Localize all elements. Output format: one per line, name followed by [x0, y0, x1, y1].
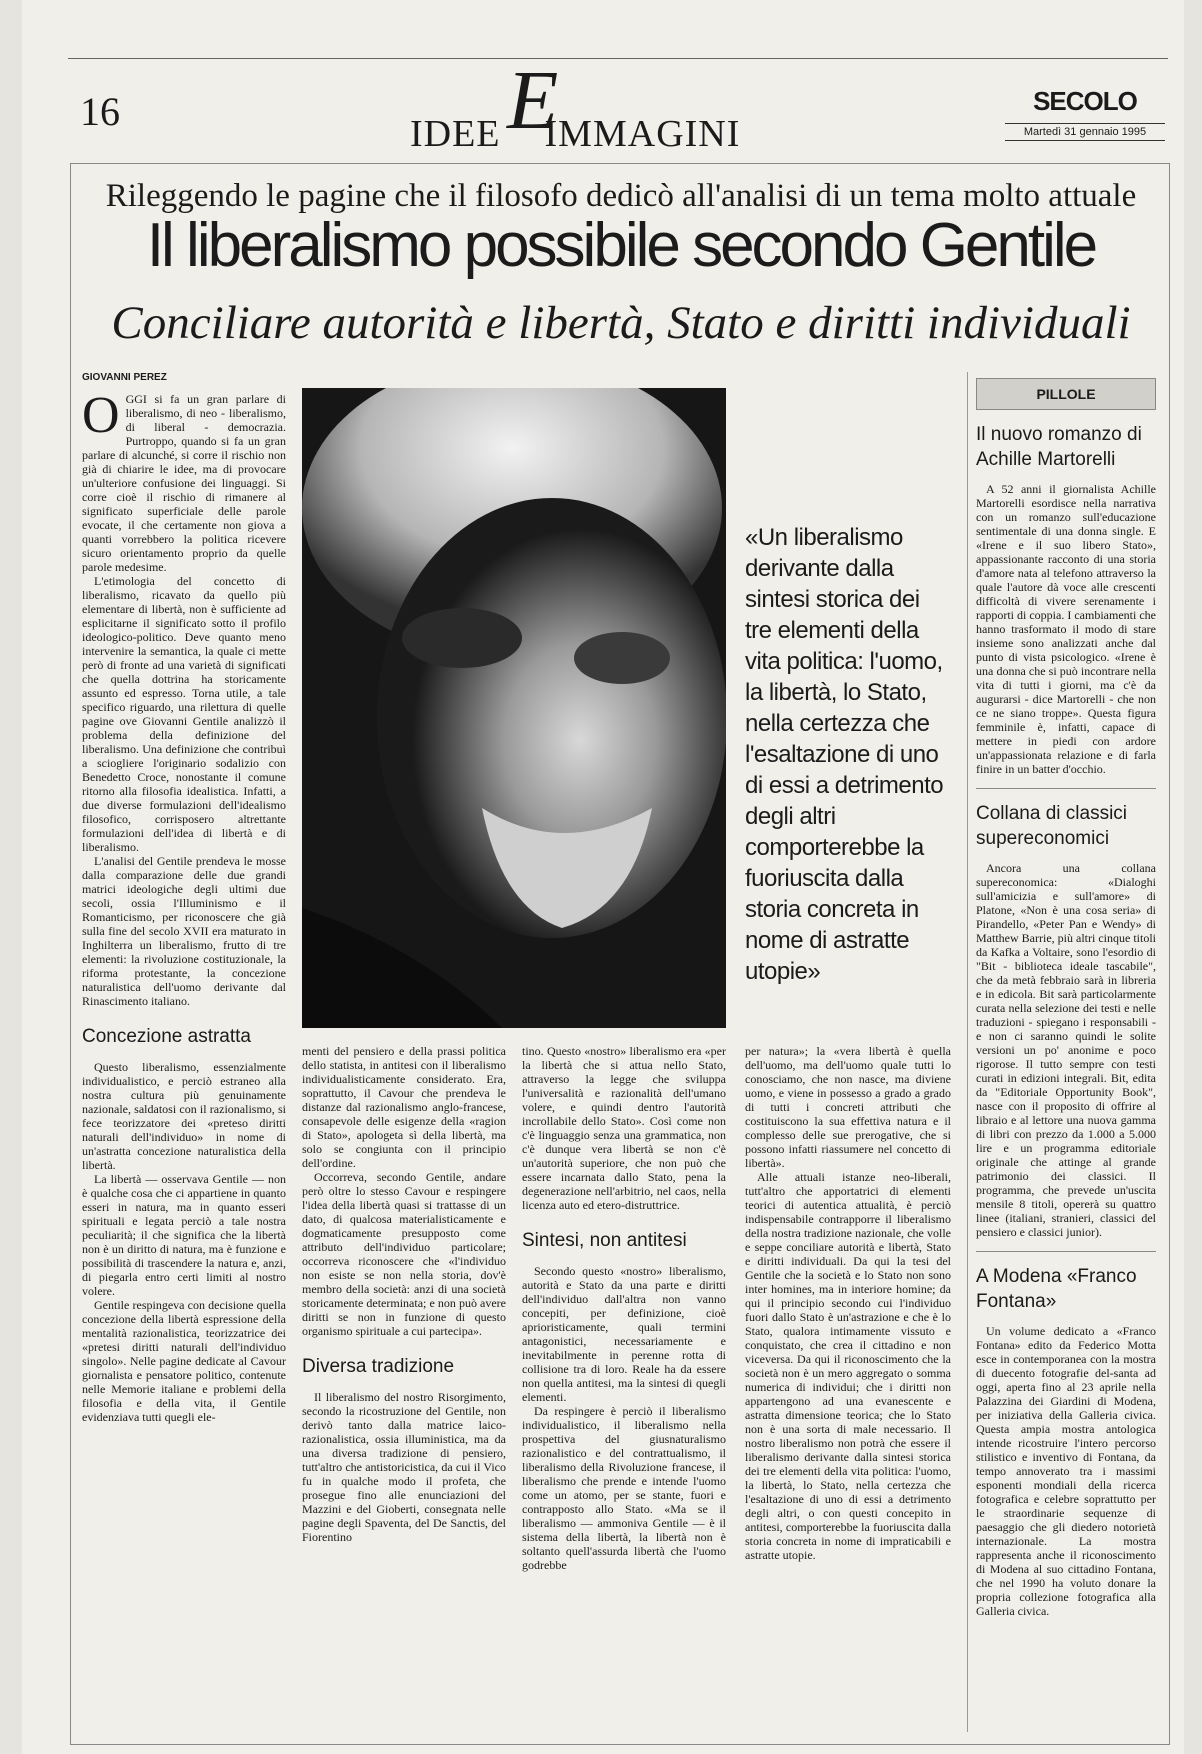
- article-paragraph: Occorreva, secondo Gentile, andare però oltre lo stesso Cavour e respingere l'idea della libertà quasi si trattasse di un dato, di qualcosa materialisticamente e dogmaticamente presupposto come attributo dell'individuo particolare; occorreva riconoscere che «l'individuo non esiste se non nella storia, dov'è membro della società: anzi di una società storicamente determinata; e non può avere diritti se non in funzione di questo organismo spirituale a cui partecipa».: [302, 1170, 506, 1338]
- article-headline: Il liberalismo possibile secondo Gentile: [146, 211, 1096, 280]
- pillole-sidebar: [967, 372, 1164, 1732]
- section-title-left: IDEE: [410, 113, 501, 155]
- issue-date: Martedì 31 gennaio 1995: [1005, 123, 1165, 141]
- article-paragraph: Alle attuali istanze neo-liberali, tutt'altro che apportatrici di elementi teorici di autentica attualità, è perciò indispensabile contrapporre il liberalismo della nostra tradizione nazionale, che volle e seppe conciliare autorità e libertà, Stato e diritti individuali. Da qui la tesi del Gentile che la società e lo Stato non sono inter homines, ma in interiore homine; da qui il principio secondo cui l'individuo fuori dallo Stato è un'astrazione e che è lo Stato, qualora intimamente vissuto e conquistato, che crea il cittadino e non viceversa. Da qui il riconoscimento che la società non è un mero aggregato o somma numerica di individui; che i diritti non appartengono ad una evanescente e astratta dimensione teorica; che lo Stato non è una sorta di male necessario. Il nostro liberalismo non potrà che essere il liberalismo derivante dalla sintesi storica dei tre elementi della vita politica: l'uomo, la libertà, lo Stato, nella certezza che l'esaltazione di uno di essi a detrimento degli altri, o con questi concepito in antitesi, comporterebbe la fuoriuscita dalla storia concreta in nome di impraticabili e astratte utopie.: [745, 1170, 951, 1562]
- sidebar-item-title: A Modena «Franco Fontana»: [976, 1266, 1137, 1312]
- article-paragraph: Il liberalismo del nostro Risorgimento, secondo la ricostruzione del Gentile, non derivò tanto dalla matrice laico-razionalistica, ossia illuministica, ma da una diversa tradizione di pensiero, tutt'altro che antistoricistica, da cui il Vico fu in qualche modo il profeta, che prosegue fino alle enunciazioni del Mazzini e del Gioberti, consegnata nelle pagine degli Spaventa, del De Sanctis, del Fiorentino: [302, 1390, 506, 1544]
- article-subhead: Conciliare autorità e libertà, Stato e diritti individuali: [111, 297, 1131, 349]
- article-paragraph: La libertà — osservava Gentile — non è qualche cosa che ci appartiene in quanto esseri in natura, ma in quanto esseri spirituali e legata perciò a tale nostra peculiarità; il che significa che la libertà non è un diritto di natura, ma è funzione e possibilità di trascendere la natura e, anzi, di piegarla entro certi limiti al nostro volere.: [82, 1172, 286, 1298]
- article-subheading: Sintesi, non antitesi: [522, 1230, 687, 1251]
- article-paragraph: Da respingere è perciò il liberalismo individualistico, il liberalismo nella prospettiva del giusnaturalismo razionalistico e del contrattualismo, il liberalismo della Rivoluzione francese, il liberalismo che prende e intende l'uomo come un atomo, per se stante, fuori e contrapposto allo Stato. «Ma se il liberalismo — ammoniva Gentile — è il sistema della libertà, la libertà non è soltanto quell'assurda libertà che l'uomo godrebbe: [522, 1404, 726, 1572]
- portrait-photo: [302, 388, 726, 1028]
- section-title-ornament: E: [507, 54, 560, 147]
- sidebar-item-title: Il nuovo romanzo di Achille Martorelli: [976, 424, 1142, 470]
- drop-cap: O: [82, 387, 120, 444]
- article-kicker: Rileggendo le pagine che il filosofo dedicò all'analisi di un tema molto attuale: [105, 178, 1137, 214]
- article-paragraph: OGGI si fa un gran parlare di liberalismo, di neo - liberalismo, di liberal - democrazia. Purtroppo, quando si fa un gran parlare di alcunché, si corre il rischio non già di chiarire le idee, ma di provocare un'ulteriore confusione dei linguaggi. Si corre cioè il rischio di rimanere al significato superficiale delle parole evocate, il che certamente non giova a quanti vorrebbero la politica ricevere sicuro orientamento proprio da quelle parole medesime.: [82, 387, 286, 574]
- sidebar-item-title: Collana di classici supereconomici: [976, 803, 1128, 849]
- article-subheading: Diversa tradizione: [302, 1356, 455, 1377]
- article-paragraph: menti del pensiero e della prassi politica dello statista, in antitesi con il liberalismo individualisticamente considerato. Era, soprattutto, il Cavour che prendeva le distanze dal razionalismo anglo-francese, consapevole delle esigenze della «ragion di Stato», apologeta sì della libertà, ma solo se congiunta con il principio dell'ordine.: [302, 1044, 506, 1170]
- masthead: [1005, 86, 1165, 141]
- sidebar-item-text: Un volume dedicato a «Franco Fontana» edito da Federico Motta esce in contemporanea con la mostra di duecento fotografie del-santa ad oggi, aperta fino al 23 aprile nella Palazzina dei Giardini di Modena, per iniziativa della Galleria civica. Questa ampia mostra antologica intende ricostruire l'intero percorso stilistico e inventivo di Fontana, da tempo annoverato tra i massimi esponenti mondiali della ricerca fotografica e celebre soprattutto per le straordinarie sequenze di paesaggio che gli diedero notorietà internazionale. La mostra rappresenta anche il riconoscimento di Modena al suo cittadino Fontana, che nel 1990 ha voluto donare la propria collezione fotografica alla Galleria civica.: [976, 1324, 1156, 1618]
- article-column-3: [522, 1044, 726, 1572]
- article-subheading: Concezione astratta: [82, 1026, 251, 1047]
- section-title-right: IMMAGINI: [544, 113, 741, 155]
- sidebar-item-text: A 52 anni il giornalista Achille Martorelli esordisce nella narrativa con un romanzo sull'educazione sentimentale di una donna single. E «Irene e il suo libero Stato», appassionante racconto di una storia d'amore nata al telefono attraverso la quale l'autore dà voce alle crescenti difficoltà di vivere serenamente i rapporti di coppia. I cambiamenti che hanno trasformato il modo di stare insieme sono analizzati anche dal punto di vista psicologico. «Irene è una donna che si può incontrare nella vita di tutti i giorni, ma c'è da augurarsi - dice Martorelli - che non ce ne siano troppe». Questa figura femminile è, infatti, capace di mettere in piedi con ardore un'appassionata relazione e di farla finire in un batter d'occhio.: [976, 482, 1156, 776]
- article-column-4: [745, 1044, 951, 1562]
- pull-quote: «Un liberalismo derivante dalla sintesi storica dei tre elementi della vita politica: l'uomo, la libertà, lo Stato, nella certezza che l'esaltazione di uno di essi a detrimento degli altri comporterebbe la fuoriuscita dalla storia concreta in nome di astratte utopie»: [745, 524, 944, 985]
- sidebar-header: PILLOLE: [976, 378, 1156, 410]
- article-byline: GIOVANNI PEREZ: [82, 372, 167, 383]
- page-number: 16: [80, 89, 120, 134]
- article-paragraph: tino. Questo «nostro» liberalismo era «per la libertà che si attua nello Stato, attraverso la legge che sviluppa l'universalità e razionalità dell'umano volere, e quindi dentro l'autorità incrollabile dello Stato». Così come non c'è linguaggio senza una grammatica, non c'è dunque vera libertà se non c'è un'autorità superiore, che non può che essere incarnata dallo Stato, pena la degenerazione nell'arbitrio, nel caos, nella licenza auto ed etero-distruttrice.: [522, 1044, 726, 1212]
- sidebar-divider: [976, 1251, 1156, 1252]
- top-rule: [68, 58, 1168, 59]
- article-paragraph: L'analisi del Gentile prendeva le mosse dalla comparazione delle due grandi matrici ideologiche degli ultimi due secoli, ossia l'Illuminismo e il Romanticismo, per riconoscere che già sulla fine del secolo XVII era maturato in Inghilterra un liberalismo, frutto di tre elementi: la rivoluzione costituzionale, la riforma protestante, la concezione naturalistica dell'uomo derivante dal Rinascimento italiano.: [82, 854, 286, 1008]
- article-paragraph: Gentile respingeva con decisione quella concezione della libertà espressione della mentalità razionalistica, teorizzatrice dei «pretesi diritti naturali dell'individuo singolo». Nelle pagine dedicate al Cavour giornalista e pensatore politico, contenute nelle Memorie italiane e problemi della filosofia e della vita, il Gentile evidenziava tutti quegli ele-: [82, 1298, 286, 1424]
- article-paragraph: per natura»; la «vera libertà è quella dell'uomo, ma dell'uomo quale tutti lo conosciamo, che non nasce, ma diviene uomo, e viene in possesso a grado a grado di tutti i concreti attributi che costituiscono la sua effettiva natura e il complesso delle sue prerogative, che si possono infatti riassumere nel concetto di libertà».: [745, 1044, 951, 1170]
- article-paragraph: Secondo questo «nostro» liberalismo, autorità e Stato da una parte e diritti dell'individuo dall'altra non vanno concepiti, per definizione, cioè aprioristicamente, quali termini antagonistici, necessariamente e inevitabilmente in perenne rotta di collisione tra di loro. Reale ha da essere non quella antitesi, ma la sintesi di quegli elementi.: [522, 1264, 726, 1404]
- masthead-logo: SECOLO: [1033, 86, 1137, 116]
- section-title: [410, 54, 741, 156]
- article-paragraph: Questo liberalismo, essenzialmente individualistico, e perciò estraneo alla nostra cultura più genuinamente nazionale, saldatosi con il razionalismo, si fece teorizzatore dei «preteso diritti naturali dell'individuo» in nome di un'astratta concezione naturalistica della libertà.: [82, 1060, 286, 1172]
- sidebar-divider: [976, 788, 1156, 789]
- article-paragraph: L'etimologia del concetto di liberalismo, ricavato da quello più elementare di libertà, non è sufficiente ad esplicitarne il significato sotto il profilo ideologico-politico. Deve quanto meno intervenire la semantica, la quale ci mette però di fronte ad una varietà di significati che quella dottrina ha storicamente assunto ed espresso. Torna utile, a tale specifico riguardo, una rilettura di quelle pagine ove Giovanni Gentile analizzò il problema della definizione del liberalismo. Una definizione che contribuì a sciogliere l'originario sodalizio con Benedetto Croce, nonostante il comune ritorno alla filosofia idealistica. Infatti, a due diverse formulazioni dell'idealismo filosofico, corrisposero altrettante formulazioni dell'idea di libertà e di liberalismo.: [82, 574, 286, 854]
- article-column-2: [302, 1044, 506, 1544]
- sidebar-item-text: Ancora una collana supereconomica: «Dialoghi sull'amicizia e sull'amore» di Platone, «Non è una cosa seria» di Pirandello, «Peter Pan e Wendy» di Matthew Barrie, più altri cinque titoli da Kafka a Voltaire, sono l'esordio di "Bit - biblioteca ideale tascabile", che da metà febbraio sarà in libreria e in edicola. Bit sarà particolarmente curata nella selezione dei testi e nelle traduzioni - spiegano i responsabili - e non ci saranno quindi le solite versioni un po' anonime e poco rigorose. Il tutto sempre con testi curati in edizioni integrali. Bit, edita da "Editoriale Opportunity Book", nasce con il proposito di offrire al libraio e al lettore una nuova gamma di libri con prezzo da 1.000 a 5.000 lire e un programma editoriale originale che attinge al grande patrimonio dei classici. Il programma, che prevede un'uscita mensile 8 titoli, opererà su quattro linee (italiani, stranieri, classici del pensiero e classici junior).: [976, 861, 1156, 1239]
- portrait-photo-graphic: [302, 388, 726, 1028]
- article-column-1: [82, 387, 286, 1424]
